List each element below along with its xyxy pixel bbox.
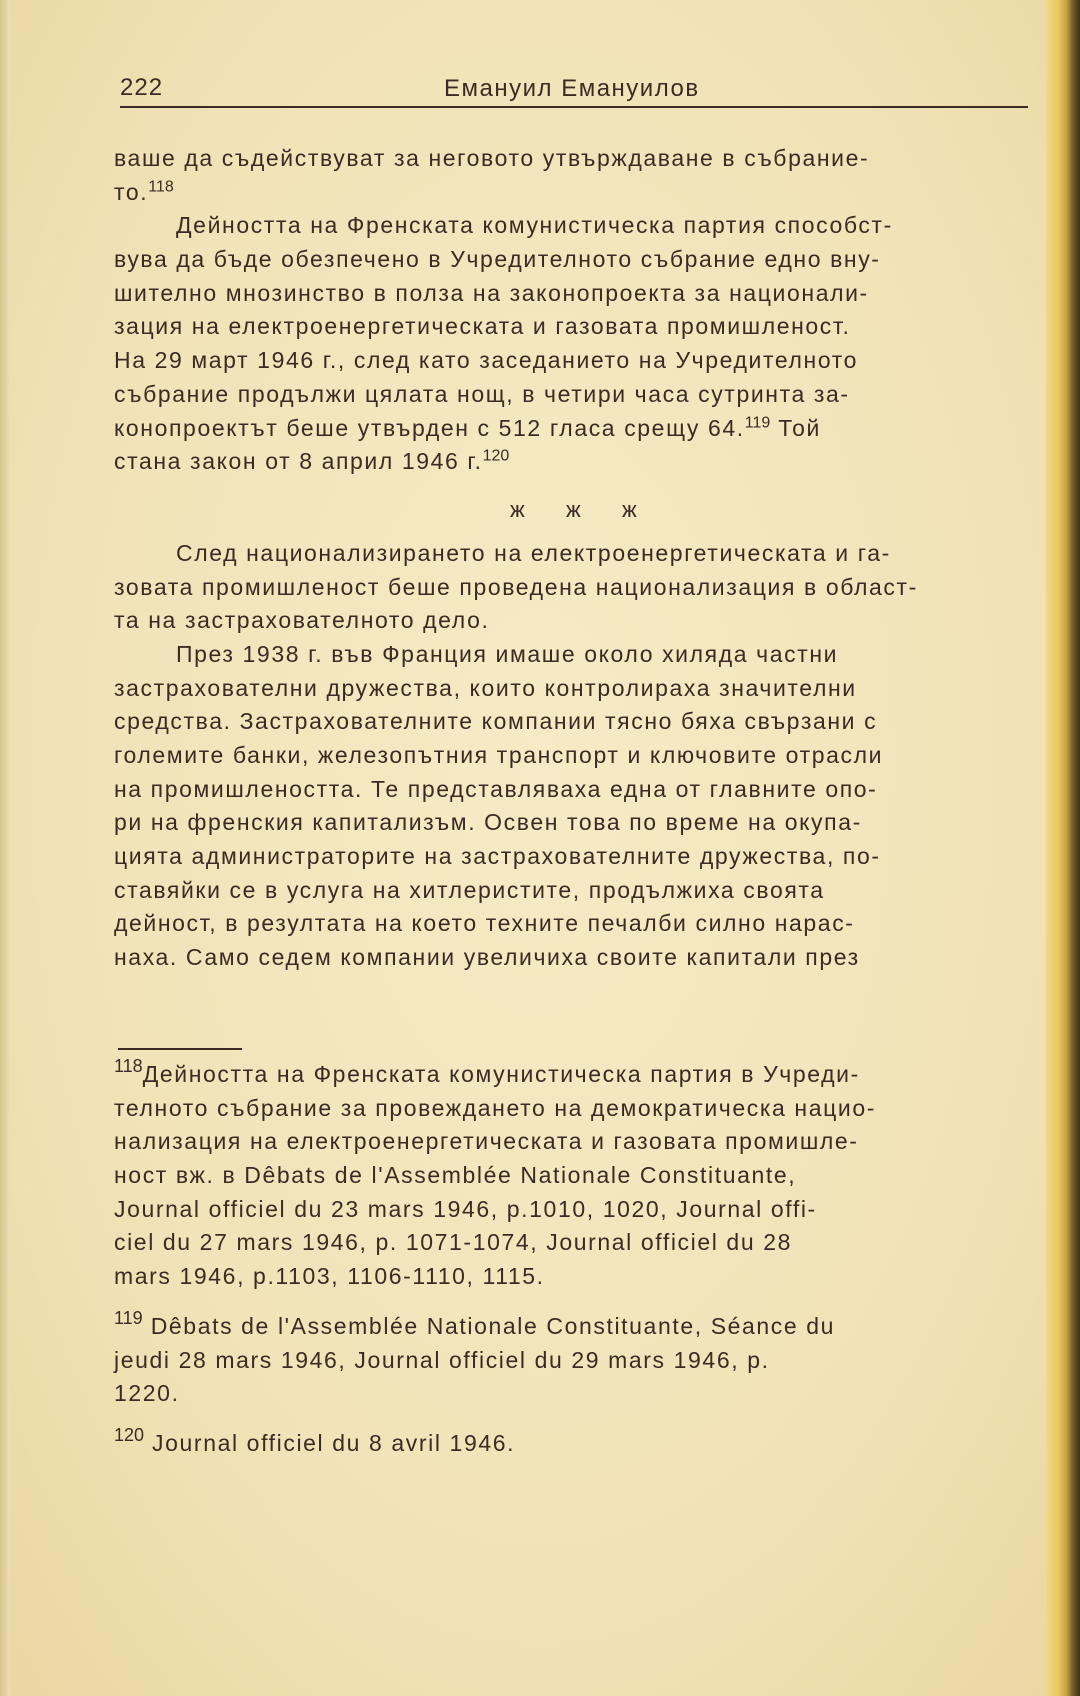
separator-mark: ж (566, 496, 581, 522)
page-number: 222 (120, 74, 164, 101)
text-line: събрание продължи цялата нощ, в четири часа сутринта за- (114, 380, 850, 407)
footnote-ref: 118 (148, 178, 174, 196)
footnotes (114, 1058, 1040, 1461)
text-line: наха. Само седем компании увеличиха своите капитали през (114, 944, 860, 971)
text-line: та на застрахователното дело. (114, 607, 490, 634)
page-edge (1046, 0, 1080, 1696)
text-line: зация на електроенергетическата и газовата промишленост. (114, 313, 851, 340)
text-line: На 29 март 1946 г., след като заседанието на Учредителното (114, 347, 858, 374)
section-separator (114, 479, 1040, 537)
text-line: вува да бъде обезпечено в Учредителното събрание едно вну- (114, 246, 881, 273)
text-line: конопроектът беше утвърден с 512 гласа срещу 64.$^{119}$ Той (114, 413, 821, 441)
footnote-ref: 120 (482, 447, 510, 465)
footnote-line: $^{120}$ Journal officiel du 8 avril 1946. (114, 1424, 516, 1456)
footnote-line: Journal officiel du 23 mars 1946, p.1010, 1020, Journal offi- (114, 1195, 817, 1222)
text-line: цията администраторите на застрахователните дружества, по- (114, 843, 881, 870)
text-line: дейност, в резултата на което техните печалби силно нарас- (114, 910, 855, 937)
footnote-mark: 120 (114, 1424, 145, 1445)
text-line: Дейността на Френската комунистическа партия способст- (176, 212, 893, 239)
text-line: то.$^{118}$ (114, 178, 174, 205)
footnote-mark: 119 (114, 1307, 143, 1328)
separator-mark: ж (622, 496, 637, 522)
text-line: стана закон от 8 април 1946 г.$^{120}$ (114, 447, 510, 475)
footnote-line: $^{118}$Дейността на Френската комунистическа партия в Учреди- (114, 1056, 860, 1087)
text-line: застрахователни дружества, които контролираха значителни (114, 674, 857, 701)
footnote-mark: 118 (114, 1056, 143, 1076)
text-line: средства. Застрахователните компании тясно бяха свързани с (114, 708, 878, 735)
body-text (114, 142, 1040, 975)
footnote-line: нализация на електроенергетическата и газовата промишле- (114, 1128, 859, 1155)
text-line: шително мнозинство в полза на законопроекта за национали- (114, 279, 869, 306)
footnote-line: телното събрание за провеждането на демократическа нацио- (114, 1094, 876, 1121)
footnote-line: 1220. (114, 1380, 180, 1407)
footnote-line: jeudi 28 mars 1946, Journal officiel du 29 mars 1946, p. (114, 1346, 770, 1373)
text-line: ри на френския капитализъм. Освен това по време на окупа- (114, 809, 862, 836)
page-header (120, 72, 1028, 108)
footnote-rule (118, 1048, 242, 1050)
text-line: на промишлеността. Те представляваха една от главните опо- (114, 775, 878, 802)
text-line: ставяйки се в услуга на хитлеристите, продължиха своята (114, 876, 825, 903)
footnote-ref: 119 (744, 413, 771, 431)
text-line: През 1938 г. във Франция имаше около хиляда частни (176, 640, 839, 667)
page-spine-shadow (0, 0, 10, 1696)
separator-mark: ж (510, 496, 525, 522)
text-line: ваше да съдействуват за неговото утвърждаване в събрание- (114, 145, 870, 171)
text-line: големите банки, железопътния транспорт и ключовите отрасли (114, 742, 884, 768)
text-line: След национализирането на електроенергетическата и га- (176, 539, 891, 566)
text-line: зовата промишленост беше проведена национализация в област- (114, 573, 918, 600)
footnote-line: mars 1946, p.1103, 1106-1110, 1115. (114, 1263, 545, 1290)
running-head: Емануил Емануилов (444, 75, 700, 102)
footnote-line: ност вж. в Dêbats de l'Assemblée Nationale Constituante, (114, 1162, 797, 1189)
footnote-line: $^{119}$ Dêbats de l'Assemblée Nationale Constituante, Séance du (114, 1307, 836, 1339)
footnote-line: ciel du 27 mars 1946, p. 1071-1074, Journal officiel du 28 (114, 1229, 792, 1256)
